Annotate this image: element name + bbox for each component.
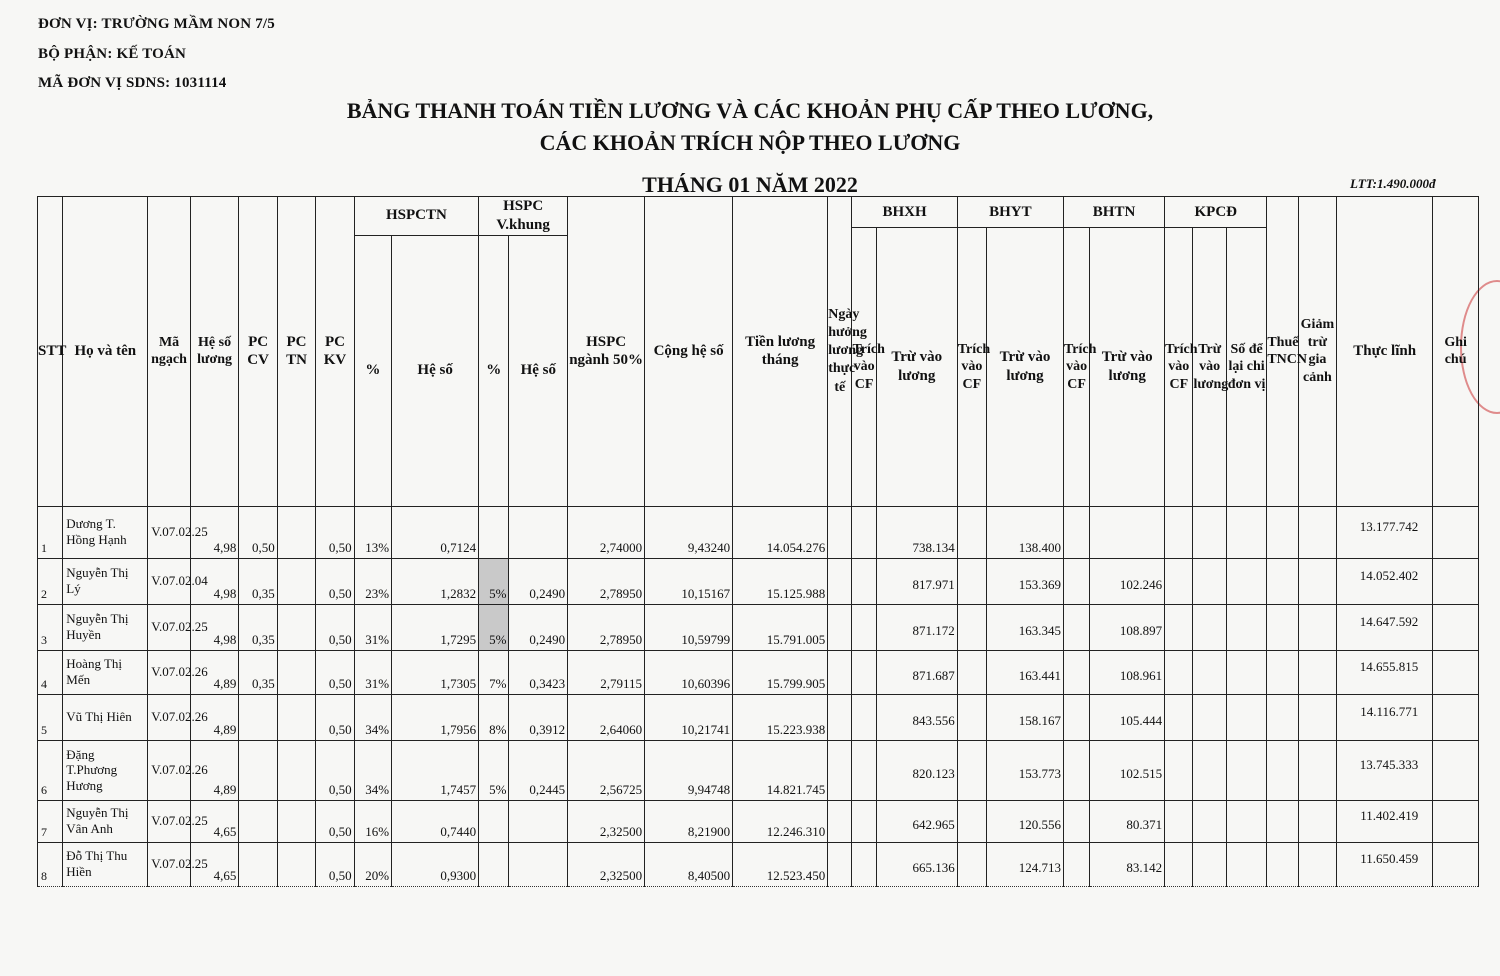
cell-heso: 4,89 <box>190 694 239 740</box>
cell-name: Dương T. Hồng Hạnh <box>63 506 148 558</box>
cell-nganh: 2,78950 <box>568 604 645 650</box>
cell-tn-hs: 1,2832 <box>392 558 479 604</box>
cell-bhxh: 871.172 <box>876 604 957 650</box>
cell-kpcd-trich <box>1165 740 1193 800</box>
cell-kpcd-sode <box>1226 558 1266 604</box>
cell-pckv: 0,50 <box>316 650 354 694</box>
cell-tien: 15.223.938 <box>733 694 828 740</box>
header-name: Họ và tên <box>63 197 148 507</box>
cell-tien: 12.246.310 <box>733 800 828 842</box>
cell-vk-hs <box>509 842 568 886</box>
cell-cong: 10,15167 <box>645 558 733 604</box>
cell-bhtn-trich <box>1063 506 1089 558</box>
cell-tn-hs: 0,9300 <box>392 842 479 886</box>
cell-heso: 4,98 <box>190 558 239 604</box>
cell-bhxh: 665.136 <box>876 842 957 886</box>
cell-name: Đặng T.Phương Hương <box>63 740 148 800</box>
payroll-table <box>37 196 1479 887</box>
cell-giamtru <box>1298 694 1336 740</box>
cell-pctn <box>277 506 315 558</box>
cell-vk-hs <box>509 800 568 842</box>
cell-thuc-linh: 11.402.419 <box>1337 800 1433 842</box>
cell-pckv: 0,50 <box>316 558 354 604</box>
cell-bhtn-trich <box>1063 740 1089 800</box>
cell-bhyt-trich <box>957 800 986 842</box>
header-bhtn-trich: Trích vào CF <box>1063 228 1089 507</box>
cell-name: Đỗ Thị Thu Hiền <box>63 842 148 886</box>
cell-tien: 15.791.005 <box>733 604 828 650</box>
cell-tn-hs: 1,7295 <box>392 604 479 650</box>
cell-kpcd-trich <box>1165 800 1193 842</box>
cell-tien: 12.523.450 <box>733 842 828 886</box>
cell-tn-hs: 0,7440 <box>392 800 479 842</box>
cell-bhyt-trich <box>957 604 986 650</box>
cell-kpcd-sode <box>1226 740 1266 800</box>
cell-name: Nguyễn Thị Huyền <box>63 604 148 650</box>
cell-pccv <box>239 842 277 886</box>
header-pctn: PC TN <box>277 197 315 507</box>
cell-vk-hs: 0,3423 <box>509 650 568 694</box>
cell-bhyt-trich <box>957 650 986 694</box>
org-unit: ĐƠN VỊ: TRƯỜNG MẦM NON 7/5 <box>38 16 275 32</box>
cell-bhxh-trich <box>852 506 876 558</box>
table-row <box>38 740 1479 800</box>
cell-thuc-linh: 14.647.592 <box>1337 604 1433 650</box>
table-row <box>38 558 1479 604</box>
cell-thue <box>1267 604 1298 650</box>
header-bhxh: BHXH <box>852 197 957 228</box>
cell-ngach: V.07.02.26 <box>148 694 191 740</box>
cell-heso: 4,89 <box>190 740 239 800</box>
cell-pccv <box>239 694 277 740</box>
cell-bhtn-trich <box>1063 558 1089 604</box>
cell-name: Nguyễn Thị Vân Anh <box>63 800 148 842</box>
table-row <box>38 506 1479 558</box>
cell-stt: 8 <box>38 842 63 886</box>
cell-kpcd-tru <box>1193 558 1226 604</box>
cell-vk-hs: 0,3912 <box>509 694 568 740</box>
cell-kpcd-trich <box>1165 506 1193 558</box>
header-hspctn: HSPCTN <box>354 197 478 236</box>
cell-kpcd-sode <box>1226 800 1266 842</box>
header-stt: STT <box>38 197 63 507</box>
header-kpcd: KPCĐ <box>1165 197 1267 228</box>
cell-thue <box>1267 800 1298 842</box>
cell-bhyt-trich <box>957 558 986 604</box>
cell-name: Vũ Thị Hiên <box>63 694 148 740</box>
cell-bhtn: 108.897 <box>1090 604 1165 650</box>
cell-kpcd-tru <box>1193 694 1226 740</box>
page-title-line2: CÁC KHOẢN TRÍCH NỘP THEO LƯƠNG <box>539 130 961 155</box>
cell-giamtru <box>1298 506 1336 558</box>
cell-bhxh: 738.134 <box>876 506 957 558</box>
cell-kpcd-trich <box>1165 694 1193 740</box>
cell-thuc-linh: 14.116.771 <box>1337 694 1433 740</box>
cell-stt: 2 <box>38 558 63 604</box>
cell-giamtru <box>1298 650 1336 694</box>
header-bhtn: BHTN <box>1063 197 1164 228</box>
cell-vk-pct <box>479 800 509 842</box>
cell-bhxh: 871.687 <box>876 650 957 694</box>
cell-giamtru <box>1298 740 1336 800</box>
header-bhtn-tru: Trừ vào lương <box>1090 228 1165 507</box>
cell-vk-pct: 8% <box>479 694 509 740</box>
table-row <box>38 604 1479 650</box>
cell-tien: 15.799.905 <box>733 650 828 694</box>
cell-pckv: 0,50 <box>316 800 354 842</box>
cell-bhxh-trich <box>852 558 876 604</box>
cell-vk-hs <box>509 506 568 558</box>
cell-ghichu <box>1433 558 1479 604</box>
cell-bhxh-trich <box>852 842 876 886</box>
cell-vk-pct <box>479 506 509 558</box>
cell-bhyt: 153.369 <box>987 558 1064 604</box>
cell-tien: 15.125.988 <box>733 558 828 604</box>
cell-vk-pct: 5% <box>479 740 509 800</box>
cell-vk-hs: 0,2490 <box>509 604 568 650</box>
cell-bhyt: 124.713 <box>987 842 1064 886</box>
cell-vk-hs: 0,2490 <box>509 558 568 604</box>
cell-vk-pct <box>479 842 509 886</box>
cell-kpcd-trich <box>1165 842 1193 886</box>
cell-ghichu <box>1433 800 1479 842</box>
header-bhxh-tru: Trừ vào lương <box>876 228 957 507</box>
cell-bhxh: 820.123 <box>876 740 957 800</box>
header-cong-he-so: Cộng hệ số <box>645 197 733 507</box>
cell-pctn <box>277 842 315 886</box>
cell-kpcd-tru <box>1193 800 1226 842</box>
cell-ghichu <box>1433 694 1479 740</box>
cell-vk-hs: 0,2445 <box>509 740 568 800</box>
header-ngay-huong: Ngày hưởng lương thực tế <box>828 197 852 507</box>
cell-kpcd-sode <box>1226 694 1266 740</box>
cell-vk-pct: 7% <box>479 650 509 694</box>
cell-kpcd-tru <box>1193 740 1226 800</box>
cell-bhxh-trich <box>852 800 876 842</box>
cell-ngay <box>828 800 852 842</box>
cell-nganh: 2,79115 <box>568 650 645 694</box>
header-bhyt-trich: Trích vào CF <box>957 228 986 507</box>
cell-thue <box>1267 694 1298 740</box>
header-kpcd-trich: Trích vào CF <box>1165 228 1193 507</box>
cell-bhtn-trich <box>1063 800 1089 842</box>
header-kpcd-tru: Trừ vào lương <box>1193 228 1226 507</box>
cell-stt: 5 <box>38 694 63 740</box>
header-hspc-nganh: HSPC ngành 50% <box>568 197 645 507</box>
cell-bhtn: 108.961 <box>1090 650 1165 694</box>
cell-bhyt: 163.441 <box>987 650 1064 694</box>
cell-thuc-linh: 13.745.333 <box>1337 740 1433 800</box>
cell-ghichu <box>1433 842 1479 886</box>
cell-tien: 14.054.276 <box>733 506 828 558</box>
cell-pctn <box>277 650 315 694</box>
cell-bhxh: 843.556 <box>876 694 957 740</box>
cell-tn-pct: 34% <box>354 694 391 740</box>
cell-ghichu <box>1433 650 1479 694</box>
cell-pccv: 0,35 <box>239 558 277 604</box>
cell-nganh: 2,32500 <box>568 800 645 842</box>
cell-pctn <box>277 694 315 740</box>
cell-bhyt-trich <box>957 842 986 886</box>
cell-bhxh-trich <box>852 740 876 800</box>
cell-pctn <box>277 604 315 650</box>
cell-bhxh-trich <box>852 650 876 694</box>
header-heso: Hệ số lương <box>190 197 239 507</box>
header-kpcd-sode: Số để lại chi đơn vị <box>1226 228 1266 507</box>
cell-heso: 4,98 <box>190 604 239 650</box>
cell-tn-pct: 31% <box>354 650 391 694</box>
cell-tn-pct: 23% <box>354 558 391 604</box>
cell-thue <box>1267 506 1298 558</box>
cell-thuc-linh: 13.177.742 <box>1337 506 1433 558</box>
cell-pctn <box>277 740 315 800</box>
cell-bhyt: 138.400 <box>987 506 1064 558</box>
header-bhxh-trich: Trích vào CF <box>852 228 876 507</box>
cell-thue <box>1267 558 1298 604</box>
cell-ngach: V.07.02.26 <box>148 740 191 800</box>
cell-kpcd-sode <box>1226 506 1266 558</box>
header-thuc-linh: Thực lĩnh <box>1337 197 1433 507</box>
cell-kpcd-tru <box>1193 604 1226 650</box>
cell-bhyt: 158.167 <box>987 694 1064 740</box>
cell-cong: 9,43240 <box>645 506 733 558</box>
cell-ngach: V.07.02.25 <box>148 800 191 842</box>
cell-thuc-linh: 14.052.402 <box>1337 558 1433 604</box>
cell-kpcd-trich <box>1165 650 1193 694</box>
org-code: MÃ ĐƠN VỊ SDNS: 1031114 <box>38 75 227 91</box>
page-title-line1: BẢNG THANH TOÁN TIỀN LƯƠNG VÀ CÁC KHOẢN PHỤ CẤP THEO LƯƠNG, <box>346 98 1154 123</box>
cell-pctn <box>277 558 315 604</box>
cell-stt: 6 <box>38 740 63 800</box>
cell-cong: 8,40500 <box>645 842 733 886</box>
cell-tn-pct: 31% <box>354 604 391 650</box>
cell-pckv: 0,50 <box>316 694 354 740</box>
cell-ghichu <box>1433 506 1479 558</box>
cell-vk-pct: 5% <box>479 558 509 604</box>
cell-tn-pct: 13% <box>354 506 391 558</box>
cell-cong: 9,94748 <box>645 740 733 800</box>
cell-ngach: V.07.02.04 <box>148 558 191 604</box>
cell-tn-hs: 1,7956 <box>392 694 479 740</box>
cell-bhtn-trich <box>1063 604 1089 650</box>
cell-bhyt: 120.556 <box>987 800 1064 842</box>
cell-kpcd-tru <box>1193 842 1226 886</box>
cell-bhxh-trich <box>852 604 876 650</box>
cell-bhyt-trich <box>957 694 986 740</box>
cell-nganh: 2,74000 <box>568 506 645 558</box>
cell-name: Hoàng Thị Mến <box>63 650 148 694</box>
cell-tien: 14.821.745 <box>733 740 828 800</box>
cell-pckv: 0,50 <box>316 842 354 886</box>
page-title-month: THÁNG 01 NĂM 2022 <box>642 172 858 197</box>
cell-stt: 1 <box>38 506 63 558</box>
cell-ngay <box>828 604 852 650</box>
cell-thuc-linh: 14.655.815 <box>1337 650 1433 694</box>
cell-cong: 10,21741 <box>645 694 733 740</box>
cell-tn-pct: 20% <box>354 842 391 886</box>
cell-bhtn: 102.515 <box>1090 740 1165 800</box>
cell-nganh: 2,56725 <box>568 740 645 800</box>
base-salary-note: LTT:1.490.000đ <box>1350 176 1436 191</box>
header-ngach: Mã ngạch <box>148 197 191 507</box>
cell-tn-hs: 1,7457 <box>392 740 479 800</box>
header-tn-pct: % <box>354 235 391 506</box>
cell-kpcd-sode <box>1226 650 1266 694</box>
cell-giamtru <box>1298 842 1336 886</box>
cell-giamtru <box>1298 800 1336 842</box>
table-row <box>38 694 1479 740</box>
cell-ghichu <box>1433 740 1479 800</box>
cell-bhtn-trich <box>1063 694 1089 740</box>
cell-pckv: 0,50 <box>316 506 354 558</box>
cell-tn-pct: 34% <box>354 740 391 800</box>
cell-bhtn: 80.371 <box>1090 800 1165 842</box>
cell-bhtn: 83.142 <box>1090 842 1165 886</box>
cell-kpcd-trich <box>1165 558 1193 604</box>
cell-bhtn-trich <box>1063 650 1089 694</box>
cell-ngay <box>828 558 852 604</box>
cell-kpcd-sode <box>1226 604 1266 650</box>
cell-bhxh-trich <box>852 694 876 740</box>
cell-ngay <box>828 650 852 694</box>
cell-bhtn-trich <box>1063 842 1089 886</box>
cell-ngay <box>828 740 852 800</box>
cell-bhtn <box>1090 506 1165 558</box>
header-ghi-chu: Ghi chú <box>1433 197 1479 507</box>
cell-vk-pct: 5% <box>479 604 509 650</box>
cell-thue <box>1267 740 1298 800</box>
cell-bhtn: 102.246 <box>1090 558 1165 604</box>
cell-pccv <box>239 800 277 842</box>
cell-stt: 4 <box>38 650 63 694</box>
cell-bhtn: 105.444 <box>1090 694 1165 740</box>
cell-kpcd-tru <box>1193 650 1226 694</box>
cell-ngach: V.07.02.25 <box>148 506 191 558</box>
cell-kpcd-tru <box>1193 506 1226 558</box>
cell-ngay <box>828 506 852 558</box>
cell-ghichu <box>1433 604 1479 650</box>
header-pckv: PC KV <box>316 197 354 507</box>
cell-cong: 10,60396 <box>645 650 733 694</box>
cell-ngach: V.07.02.25 <box>148 604 191 650</box>
cell-bhyt: 163.345 <box>987 604 1064 650</box>
cell-tn-pct: 16% <box>354 800 391 842</box>
cell-ngay <box>828 842 852 886</box>
header-thue: Thuế TNCN <box>1267 197 1298 507</box>
cell-name: Nguyễn Thị Lý <box>63 558 148 604</box>
cell-ngach: V.07.02.25 <box>148 842 191 886</box>
cell-bhyt: 153.773 <box>987 740 1064 800</box>
cell-kpcd-sode <box>1226 842 1266 886</box>
header-tien-luong: Tiền lương tháng <box>733 197 828 507</box>
header-bhyt: BHYT <box>957 197 1063 228</box>
cell-stt: 7 <box>38 800 63 842</box>
cell-cong: 8,21900 <box>645 800 733 842</box>
table-row <box>38 842 1479 886</box>
cell-nganh: 2,32500 <box>568 842 645 886</box>
table-row <box>38 800 1479 842</box>
cell-heso: 4,65 <box>190 842 239 886</box>
cell-heso: 4,65 <box>190 800 239 842</box>
cell-thuc-linh: 11.650.459 <box>1337 842 1433 886</box>
cell-pccv: 0,35 <box>239 650 277 694</box>
cell-tn-hs: 0,7124 <box>392 506 479 558</box>
cell-cong: 10,59799 <box>645 604 733 650</box>
cell-pckv: 0,50 <box>316 740 354 800</box>
header-hspcvk: HSPC V.khung <box>479 197 568 236</box>
cell-ngay <box>828 694 852 740</box>
cell-ngach: V.07.02.26 <box>148 650 191 694</box>
cell-thue <box>1267 842 1298 886</box>
cell-pccv <box>239 740 277 800</box>
header-giam-tru: Giảm trừ gia cảnh <box>1298 197 1336 507</box>
cell-giamtru <box>1298 604 1336 650</box>
header-tn-hs: Hệ số <box>392 235 479 506</box>
cell-bhyt-trich <box>957 740 986 800</box>
cell-tn-hs: 1,7305 <box>392 650 479 694</box>
cell-pccv: 0,50 <box>239 506 277 558</box>
header-bhyt-tru: Trừ vào lương <box>987 228 1064 507</box>
cell-bhxh: 817.971 <box>876 558 957 604</box>
cell-nganh: 2,78950 <box>568 558 645 604</box>
cell-pckv: 0,50 <box>316 604 354 650</box>
cell-heso: 4,98 <box>190 506 239 558</box>
table-row <box>38 650 1479 694</box>
cell-kpcd-trich <box>1165 604 1193 650</box>
cell-bhxh: 642.965 <box>876 800 957 842</box>
cell-nganh: 2,64060 <box>568 694 645 740</box>
cell-bhyt-trich <box>957 506 986 558</box>
header-vk-pct: % <box>479 235 509 506</box>
cell-giamtru <box>1298 558 1336 604</box>
cell-pctn <box>277 800 315 842</box>
cell-thue <box>1267 650 1298 694</box>
header-pccv: PC CV <box>239 197 277 507</box>
cell-stt: 3 <box>38 604 63 650</box>
cell-pccv: 0,35 <box>239 604 277 650</box>
org-dept: BỘ PHẬN: KẾ TOÁN <box>38 46 187 62</box>
header-vk-hs: Hệ số <box>509 235 568 506</box>
cell-heso: 4,89 <box>190 650 239 694</box>
